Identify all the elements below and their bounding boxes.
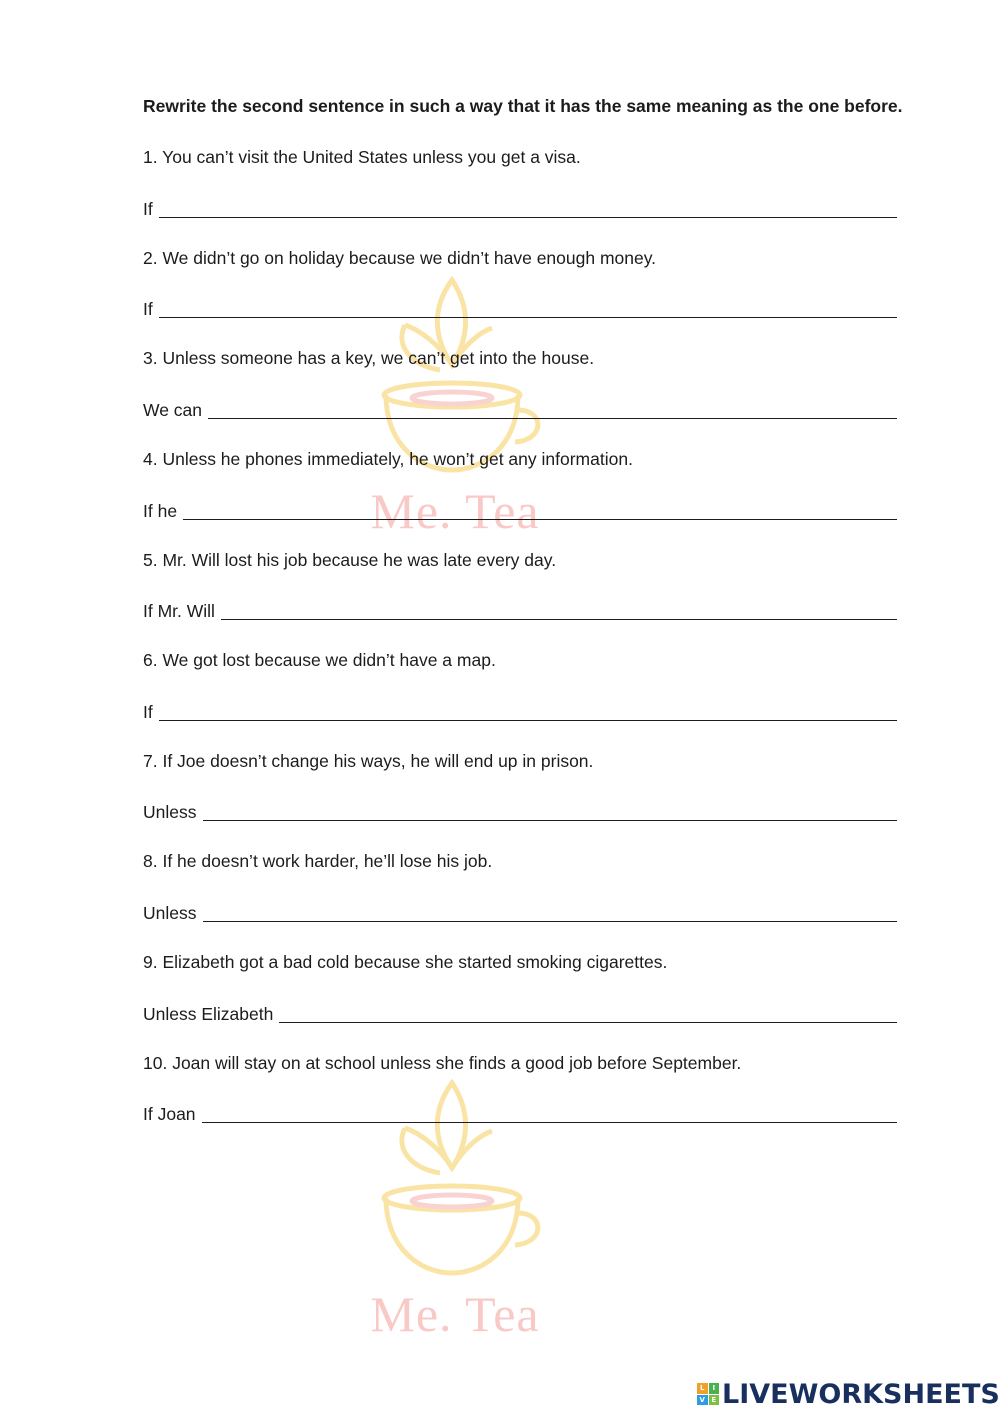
answer-input-1[interactable]: [159, 197, 897, 218]
sentence-9: 9. Elizabeth got a bad cold because she started smoking cigarettes.: [143, 952, 668, 972]
answer-prefix-8: Unless: [143, 903, 197, 923]
answer-prefix-5: If Mr. Will: [143, 601, 215, 621]
answer-row-6: [143, 699, 897, 723]
watermark-text: Me. Tea: [370, 483, 540, 539]
answer-row-3: [143, 397, 897, 421]
liveworksheets-brand: [697, 1378, 1000, 1410]
answer-prefix-6: If: [143, 702, 153, 722]
sentence-2: 2. We didn’t go on holiday because we didn’t have enough money.: [143, 248, 657, 268]
answer-input-9[interactable]: [279, 1002, 897, 1023]
answer-input-6[interactable]: [159, 700, 897, 721]
sentence-7: 7. If Joe doesn’t change his ways, he will end up in prison.: [143, 751, 594, 771]
answer-row-10: [143, 1101, 897, 1125]
answer-row-7: [143, 799, 897, 823]
answer-prefix-3: We can: [143, 400, 203, 420]
sentence-1: 1. You can’t visit the United States unless you get a visa.: [143, 147, 581, 167]
answer-row-8: [143, 900, 897, 924]
answer-row-9: [143, 1001, 897, 1025]
answer-prefix-4: If he: [143, 501, 178, 521]
sentence-8: 8. If he doesn’t work harder, he’ll lose his job.: [143, 851, 493, 871]
liveworksheets-logo-icon: L I V E: [697, 1383, 719, 1405]
answer-input-2[interactable]: [159, 297, 897, 318]
answer-row-2: [143, 296, 897, 320]
sentence-5: 5. Mr. Will lost his job because he was late every day.: [143, 550, 557, 570]
answer-input-10[interactable]: [202, 1102, 897, 1123]
instruction-heading: Rewrite the second sentence in such a way that it has the same meaning as the one before.: [143, 96, 903, 116]
watermark-text: Me. Tea: [370, 1286, 540, 1342]
answer-input-7[interactable]: [203, 800, 898, 821]
answer-input-5[interactable]: [221, 599, 897, 620]
sentence-4: 4. Unless he phones immediately, he won’t get any information.: [143, 449, 633, 469]
answer-prefix-7: Unless: [143, 802, 197, 822]
answer-row-5: [143, 598, 897, 622]
answer-input-3[interactable]: [208, 398, 897, 419]
answer-row-4: [143, 498, 897, 522]
answer-prefix-1: If: [143, 199, 153, 219]
answer-prefix-2: If: [143, 299, 153, 319]
sentence-3: 3. Unless someone has a key, we can’t get into the house.: [143, 348, 595, 368]
answer-input-8[interactable]: [203, 901, 898, 922]
answer-input-4[interactable]: [183, 499, 897, 520]
answer-row-1: [143, 196, 897, 220]
answer-prefix-10: If Joan: [143, 1104, 196, 1124]
sentence-6: 6. We got lost because we didn’t have a map.: [143, 650, 496, 670]
answer-prefix-9: Unless Elizabeth: [143, 1004, 274, 1024]
brand-text: LIVEWORKSHEETS: [722, 1378, 1000, 1410]
sentence-10: 10. Joan will stay on at school unless she finds a good job before September.: [143, 1053, 742, 1073]
